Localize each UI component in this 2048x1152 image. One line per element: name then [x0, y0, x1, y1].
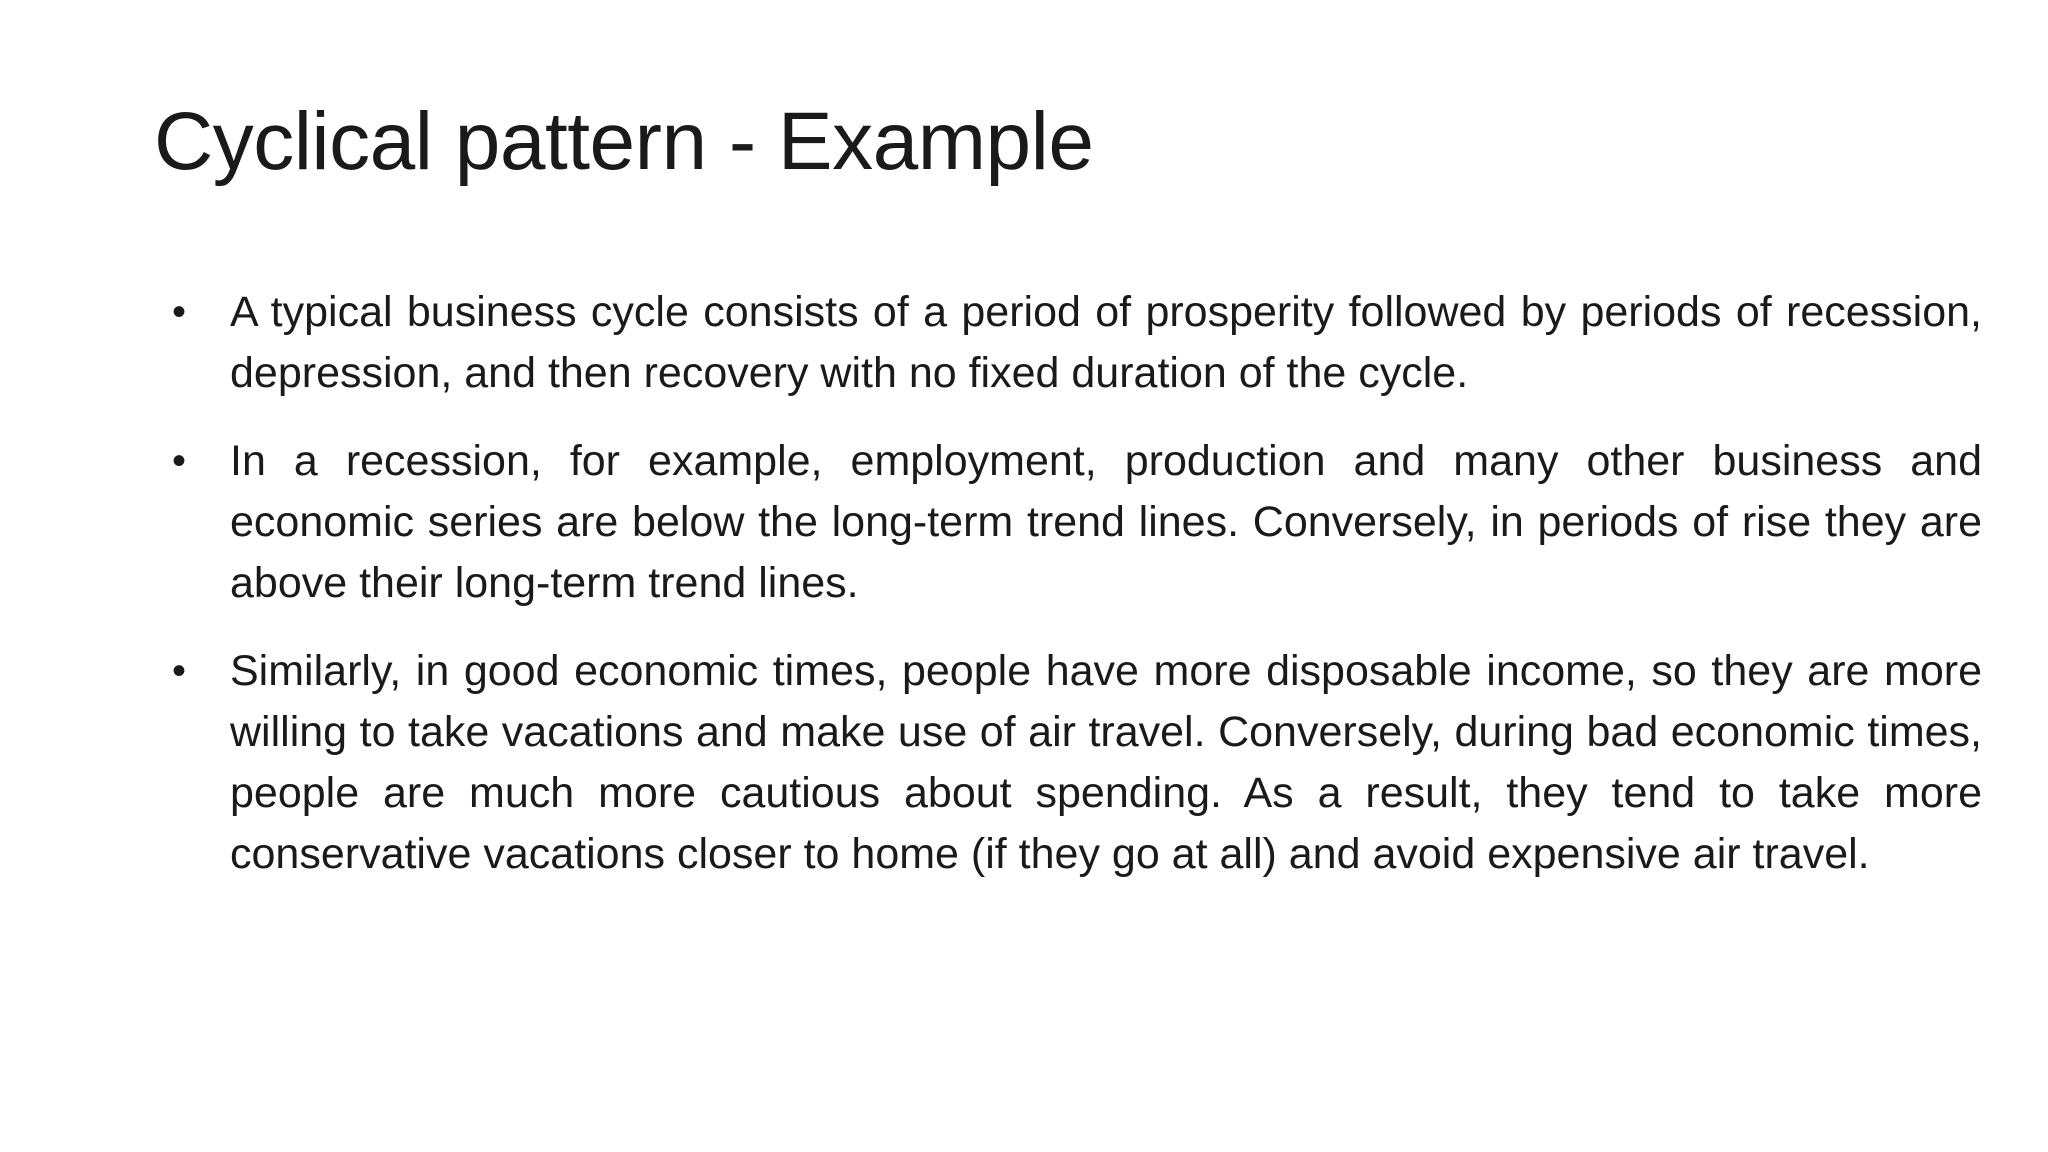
bullet-dot-icon: •	[172, 439, 187, 483]
slide-title: Cyclical pattern - Example	[154, 96, 1094, 187]
bullet-dot-icon: •	[172, 649, 187, 693]
bullet-item-3	[172, 641, 1982, 885]
bullet-item-1	[172, 282, 1982, 404]
bullet-text-2: In a recession, for example, employment, production and many other business and economic series are below the long-term trend lines. Conversely, in periods of rise they are above their long-term trend lines.	[230, 437, 1982, 607]
bullet-text-3: Similarly, in good economic times, people have more disposable income, so they are more willing to take vacations and make use of air travel. Conversely, during bad economic times, people are much more cautious about spending. As a result, they tend to take more conservative vacations closer to home (if they go at all) and avoid expensive air travel.	[230, 647, 1982, 878]
bullet-list	[172, 282, 1982, 912]
bullet-dot-icon: •	[172, 290, 187, 334]
bullet-item-2	[172, 431, 1982, 614]
bullet-text-1: A typical business cycle consists of a period of prosperity followed by periods of recession, depression, and then recovery with no fixed duration of the cycle.	[230, 288, 1982, 397]
